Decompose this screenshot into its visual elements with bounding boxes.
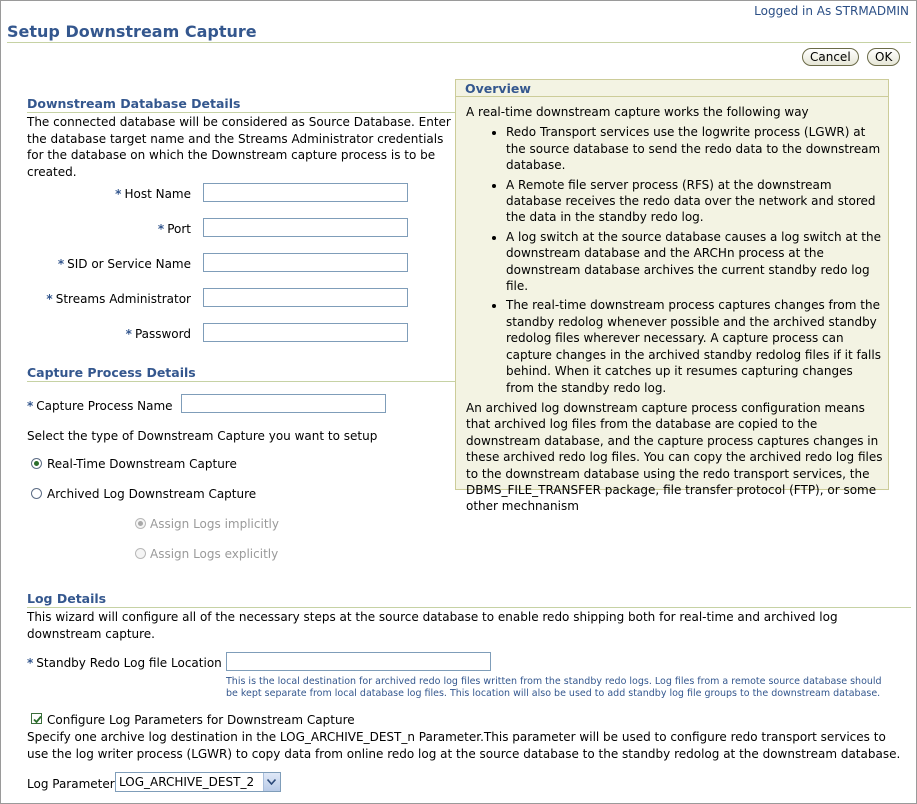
log-parameter-value: LOG_ARCHIVE_DEST_2 bbox=[119, 775, 255, 789]
overview-body bbox=[466, 104, 884, 515]
dropdown-arrow[interactable] bbox=[263, 773, 280, 791]
required-marker: * bbox=[27, 399, 34, 413]
capture-name-label: * Capture Process Name bbox=[27, 399, 173, 413]
overview-heading: Overview bbox=[465, 81, 531, 96]
host-name-input[interactable] bbox=[203, 183, 408, 202]
log-param-description: Specify one archive log destination in the LOG_ARCHIVE_DEST_n Parameter.This parameter will be used to configure redo transport services to use the log writer process (LGWR) to copy data from online redo log at the source database to the standby redolog at the downstream database. bbox=[27, 730, 901, 761]
overview-archived-text: An archived log downstream capture process configuration means that archived log files from the database are copied to the downstream database, and the capture process captures changes in these archived redo log files. You can copy the archived redo log files to the downstream database using the redo transport services, the DBMS_FILE_TRANSFER package, file transfer protocol (FTP), or some other mechnanism bbox=[466, 400, 883, 514]
assign-explicit-radio bbox=[135, 548, 146, 559]
logged-in-text: Logged in As STRMADMIN bbox=[754, 4, 909, 18]
assign-implicit-radio bbox=[135, 518, 146, 529]
capture-heading: Capture Process Details bbox=[27, 365, 196, 380]
log-divider bbox=[27, 607, 911, 608]
archived-radio[interactable] bbox=[31, 488, 42, 499]
standby-location-hint: This is the local destination for archived redo log files written from the standby redo logs. Log files from a remote source database should be kept separate from local database log files. This location will also be used to add standby log file groups to the downstream database. bbox=[226, 676, 882, 699]
title-divider bbox=[7, 42, 911, 43]
downstream-divider bbox=[27, 112, 455, 113]
downstream-heading: Downstream Database Details bbox=[27, 96, 241, 111]
overview-bullet: • A log switch at the source database causes a log switch at the downstream database and the ARCHn process at the downstream database archives the current standby redo log file. bbox=[506, 229, 884, 295]
required-marker: * bbox=[115, 187, 122, 201]
configure-log-checkbox[interactable] bbox=[31, 713, 42, 724]
ok-button[interactable]: OK bbox=[867, 48, 900, 66]
required-marker: * bbox=[157, 222, 165, 236]
streams-admin-input[interactable] bbox=[203, 288, 408, 307]
assign-explicit-label: Assign Logs explicitly bbox=[150, 547, 279, 561]
checkmark-icon bbox=[32, 714, 43, 725]
standby-location-input[interactable] bbox=[226, 652, 491, 671]
overview-bullet: • The real-time downstream process captures changes from the standby redolog whenever possible and the archived standby redolog files wherever necessary. A capture process can capture changes in the archived standby redolog files if it falls behind. When it catches up it resumes capturing changes from the standby redo log. bbox=[506, 297, 884, 395]
capture-type-prompt: Select the type of Downstream Capture you want to setup bbox=[27, 429, 378, 443]
sid-input[interactable] bbox=[203, 253, 408, 272]
required-marker: * bbox=[46, 292, 53, 306]
password-input[interactable] bbox=[203, 323, 408, 342]
downstream-description: The connected database will be considered as Source Database. Enter the database target name and the Streams Administrator credentials for the database on which the Downstream capture process is to be created. bbox=[27, 115, 451, 179]
sid-label: * SID or Service Name bbox=[57, 257, 191, 271]
overview-panel bbox=[455, 79, 889, 514]
standby-location-label: * Standby Redo Log file Location bbox=[27, 656, 222, 670]
overview-bullet: • A Remote file server process (RFS) at the downstream database receives the redo data over the network and stored the data in the standby redo log. bbox=[506, 177, 884, 226]
log-heading: Log Details bbox=[27, 591, 107, 606]
log-parameter-label: Log Parameter bbox=[27, 777, 115, 791]
streams-admin-label: * Streams Administrator bbox=[46, 292, 191, 306]
assign-implicit-label: Assign Logs implicitly bbox=[150, 517, 279, 531]
overview-divider bbox=[456, 96, 888, 97]
required-marker: * bbox=[57, 257, 65, 271]
log-description: This wizard will configure all of the necessary steps at the source database to enable redo shipping both for real-time and archived log downstream capture. bbox=[27, 610, 838, 641]
configure-log-label[interactable]: Configure Log Parameters for Downstream Capture bbox=[47, 713, 355, 727]
realtime-radio[interactable] bbox=[31, 458, 42, 469]
overview-bullet: • Redo Transport services use the logwrite process (LGWR) at the source database to send the redo data to the downstream database. bbox=[506, 124, 884, 173]
archived-label[interactable]: Archived Log Downstream Capture bbox=[47, 487, 257, 501]
password-label: * Password bbox=[125, 327, 191, 341]
required-marker: * bbox=[125, 327, 132, 341]
capture-name-input[interactable] bbox=[181, 394, 386, 413]
port-input[interactable] bbox=[203, 218, 408, 237]
overview-intro: A real-time downstream capture works the following way bbox=[466, 105, 809, 119]
host-name-label: * Host Name bbox=[115, 187, 191, 201]
log-parameter-select[interactable] bbox=[115, 772, 281, 792]
page-title: Setup Downstream Capture bbox=[7, 22, 257, 41]
chevron-down-icon bbox=[267, 779, 276, 785]
required-marker: * bbox=[27, 656, 34, 670]
capture-divider bbox=[27, 381, 455, 382]
port-label: * Port bbox=[157, 222, 191, 236]
overview-bullets bbox=[466, 124, 884, 396]
realtime-label[interactable]: Real-Time Downstream Capture bbox=[47, 457, 237, 471]
cancel-button[interactable]: Cancel bbox=[802, 48, 859, 66]
